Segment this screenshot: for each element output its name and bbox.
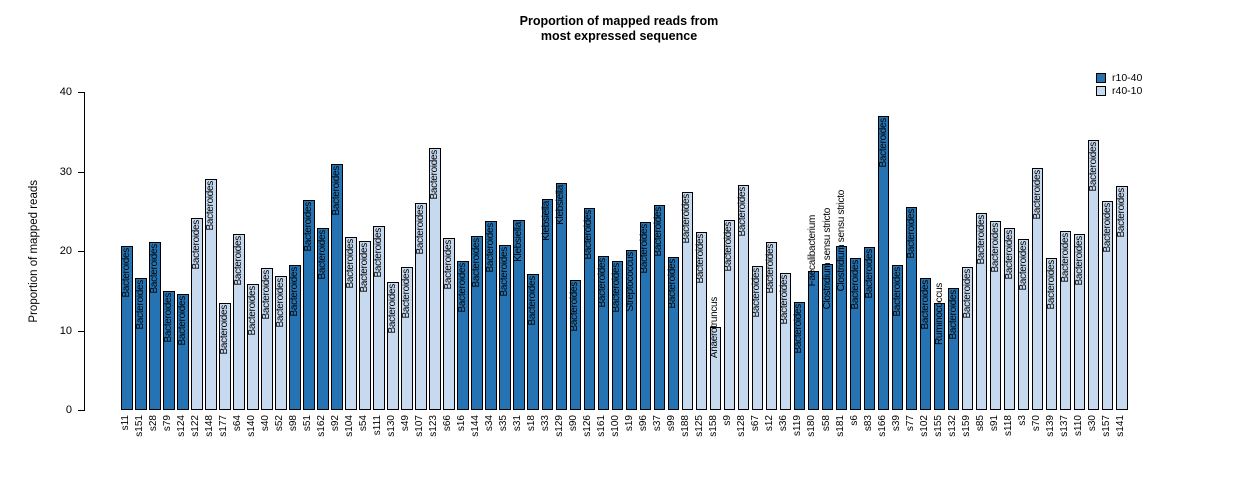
x-tick-label-s19: s19	[624, 415, 636, 432]
legend-item-r10-40	[1096, 71, 1142, 84]
x-tick-label-s49: s49	[400, 415, 412, 432]
x-tick-label-s12: s12	[764, 415, 776, 432]
x-tick-label-s148: s148	[204, 415, 216, 437]
x-tick-label-s104: s104	[344, 415, 356, 437]
x-tick-label-s52: s52	[274, 415, 286, 432]
legend-swatch-light	[1096, 86, 1106, 96]
taxon-label-s144: Bacteroides	[471, 237, 483, 288]
taxon-label-s118: Bacteroides	[1003, 229, 1015, 280]
x-tick-label-s118: s118	[1002, 415, 1014, 436]
x-tick-label-s96: s96	[638, 415, 650, 432]
x-tick-label-s34: s34	[484, 415, 496, 432]
taxon-label-s180: Faecalibacterium	[807, 214, 819, 287]
legend-swatch-dark	[1096, 73, 1106, 83]
y-axis-line	[84, 92, 85, 411]
taxon-label-s132: Bacteroides	[947, 289, 959, 340]
chart-title-line2: most expressed sequence	[540, 29, 698, 43]
x-tick-label-s125: s125	[694, 415, 706, 437]
x-tick-label-s79: s79	[162, 415, 174, 432]
taxon-label-s90: Bacteroides	[569, 281, 581, 332]
x-tick-label-s177: s177	[218, 415, 230, 437]
x-tick-label-s155: s155	[932, 415, 944, 437]
x-tick-label-s140: s140	[246, 415, 258, 437]
y-tick-label: 40	[59, 86, 72, 98]
taxon-label-s39: Bacteroides	[891, 267, 903, 317]
x-tick-label-s161: s161	[596, 415, 608, 437]
x-tick-label-s77: s77	[904, 415, 916, 432]
x-tick-label-s128: s128	[736, 415, 748, 437]
taxon-label-s35: Bacteroides	[499, 247, 511, 297]
x-tick-label-s151: s151	[134, 415, 145, 437]
taxon-label-s158: Anaerotruncus	[709, 297, 721, 359]
x-tick-label-s66: s66	[442, 415, 454, 432]
taxon-label-s91: Bacteroides	[989, 222, 1001, 273]
taxon-label-s19: Streptococcus	[625, 252, 637, 312]
x-tick-label-s70: s70	[1030, 415, 1042, 432]
taxon-label-s129: Klebsiella	[555, 184, 567, 225]
x-tick-label-s107: s107	[414, 415, 426, 437]
taxon-label-s52: Bacteroides	[275, 277, 287, 328]
x-tick-label-s111: s111	[372, 415, 384, 436]
taxon-label-s128: Bacteroides	[737, 187, 749, 237]
x-tick-label-s188: s188	[680, 415, 692, 437]
taxon-label-s40: Bacteroides	[261, 269, 273, 320]
x-tick-label-s90: s90	[568, 415, 580, 432]
taxon-label-s85: Bacteroides	[975, 214, 987, 265]
x-tick-label-s102: s102	[918, 415, 930, 437]
x-tick-label-s51: s51	[302, 415, 314, 432]
taxon-label-s139: Bacteroides	[1045, 260, 1057, 310]
taxon-label-s66: Bacteroides	[443, 240, 455, 290]
taxon-label-s77: Bacteroides	[905, 209, 917, 259]
y-tick	[78, 251, 84, 252]
taxon-label-s151: Bacteroides	[135, 280, 146, 330]
legend-label: r10-40	[1112, 71, 1143, 84]
taxon-label-s9: Bacteroides	[723, 221, 735, 272]
taxon-label-s123: Bacteroides	[429, 150, 441, 200]
x-tick-label-s162: s162	[316, 415, 328, 437]
y-tick	[78, 172, 84, 173]
x-tick-label-s122: s122	[190, 415, 202, 437]
taxon-label-s3: Bacteroides	[1017, 241, 1029, 291]
x-tick-label-s58: s58	[820, 415, 832, 432]
y-tick	[78, 410, 84, 411]
x-tick-label-s92: s92	[330, 415, 342, 432]
x-tick-label-s166: s166	[876, 415, 888, 437]
taxon-label-s16: Bacteroides	[457, 263, 469, 313]
x-tick-label-s129: s129	[554, 415, 566, 437]
x-tick-label-s100: s100	[610, 415, 622, 437]
taxon-label-s126: Bacteroides	[583, 210, 595, 260]
y-tick-label: 0	[65, 404, 72, 416]
taxon-label-s11: Bacteroides	[121, 248, 132, 298]
x-tick-label-s119: s119	[792, 415, 804, 436]
taxon-label-s157: Bacteroides	[1101, 202, 1113, 253]
taxon-label-s177: Bacteroides	[219, 305, 231, 355]
taxon-label-s31: Klebsiella	[513, 221, 525, 262]
x-tick-label-s31: s31	[512, 415, 524, 432]
x-tick-label-s16: s16	[456, 415, 468, 432]
taxon-label-s70: Bacteroides	[1031, 169, 1043, 220]
taxon-label-s119: Bacteroides	[793, 303, 805, 354]
x-tick-label-s124: s124	[176, 415, 188, 437]
x-tick-label-s110: s110	[1072, 415, 1084, 436]
taxon-label-s51: Bacteroides	[303, 202, 315, 252]
taxon-label-s79: Bacteroides	[163, 292, 175, 343]
y-tick	[78, 331, 84, 332]
x-tick-label-s98: s98	[288, 415, 300, 432]
taxon-label-s161: Bacteroides	[597, 257, 609, 308]
taxon-label-s58: Clostridium sensu stricto	[821, 207, 833, 310]
taxon-label-s111: Bacteroides	[373, 228, 385, 278]
x-tick-label-s181: s181	[834, 415, 846, 437]
x-tick-label-s132: s132	[946, 415, 958, 437]
legend-label: r40-10	[1112, 84, 1143, 97]
taxon-label-s34: Bacteroides	[485, 222, 497, 273]
x-tick-label-s40: s40	[260, 415, 272, 432]
taxon-label-s140: Bacteroides	[247, 285, 259, 336]
x-tick-label-s158: s158	[708, 415, 720, 437]
taxon-label-s28: Bacteroides	[149, 244, 161, 294]
taxon-label-s102: Bacteroides	[919, 280, 931, 330]
x-tick-label-s85: s85	[974, 415, 986, 432]
taxon-label-s188: Bacteroides	[681, 194, 693, 244]
taxon-label-s130: Bacteroides	[387, 284, 399, 334]
x-tick-label-s137: s137	[1058, 415, 1070, 437]
taxon-label-s137: Bacteroides	[1059, 233, 1071, 283]
taxon-label-s54: Bacteroides	[359, 242, 371, 293]
taxon-label-s96: Bacteroides	[639, 223, 651, 274]
chart-title-line1: Proportion of mapped reads from	[519, 14, 719, 28]
x-tick-label-s141: s141	[1114, 415, 1126, 437]
taxon-label-s18: Bacteroides	[527, 276, 539, 326]
taxon-label-s99: Bacteroides	[667, 259, 679, 309]
taxon-label-s64: Bacteroides	[233, 235, 245, 286]
taxon-label-s181: Clostridium sensu stricto	[835, 190, 847, 292]
taxon-label-s33: Klebsiella	[541, 200, 553, 241]
taxon-label-s107: Bacteroides	[415, 204, 427, 255]
taxon-label-s49: Bacteroides	[401, 268, 413, 319]
taxon-label-s155: Ruminococcus	[933, 283, 945, 346]
taxon-label-s141: Bacteroides	[1115, 187, 1127, 238]
y-tick-label: 30	[59, 165, 72, 178]
x-tick-label-s28: s28	[148, 415, 160, 432]
x-tick-label-s39: s39	[890, 415, 902, 432]
taxon-label-s36: Bacteroides	[779, 275, 791, 325]
x-tick-label-s9: s9	[722, 415, 734, 426]
legend	[1096, 71, 1142, 97]
y-tick	[78, 92, 84, 93]
x-tick-label-s18: s18	[526, 415, 538, 432]
legend-item-r40-10	[1096, 84, 1142, 97]
taxon-label-s12: Bacteroides	[765, 244, 777, 294]
taxon-label-s166: Bacteroides	[877, 117, 889, 168]
y-tick-label: 20	[59, 245, 72, 257]
x-tick-label-s33: s33	[540, 415, 552, 432]
taxon-label-s30: Bacteroides	[1087, 141, 1099, 192]
taxon-label-s124: Bacteroides	[177, 295, 189, 346]
taxon-label-s92: Bacteroides	[331, 166, 343, 216]
x-tick-label-s157: s157	[1100, 415, 1112, 437]
x-tick-label-s83: s83	[862, 415, 874, 432]
x-tick-label-s11: s11	[120, 415, 131, 431]
x-tick-label-s54: s54	[358, 415, 370, 432]
x-tick-label-s67: s67	[750, 415, 762, 432]
taxon-label-s122: Bacteroides	[191, 220, 203, 270]
taxon-label-s98: Bacteroides	[289, 267, 301, 317]
x-tick-label-s37: s37	[652, 415, 664, 432]
taxon-label-s148: Bacteroides	[205, 180, 217, 231]
x-tick-label-s6: s6	[848, 415, 860, 426]
x-tick-label-s99: s99	[666, 415, 678, 432]
taxon-label-s125: Bacteroides	[695, 233, 707, 284]
taxon-label-s162: Bacteroides	[317, 229, 329, 280]
y-axis-title: Proportion of mapped reads	[28, 179, 40, 323]
x-tick-label-s123: s123	[428, 415, 440, 437]
x-tick-label-s130: s130	[386, 415, 398, 437]
x-tick-label-s3: s3	[1016, 415, 1028, 426]
taxon-label-s110: Bacteroides	[1073, 235, 1085, 286]
taxon-label-s159: Bacteroides	[961, 268, 973, 319]
x-tick-label-s126: s126	[582, 415, 594, 437]
x-tick-label-s144: s144	[470, 415, 482, 437]
taxon-label-s100: Bacteroides	[611, 263, 623, 313]
taxon-label-s6: Bacteroides	[849, 260, 861, 310]
taxon-label-s67: Bacteroides	[751, 268, 763, 318]
x-tick-label-s36: s36	[778, 415, 790, 432]
x-tick-label-s180: s180	[806, 415, 818, 437]
x-tick-label-s139: s139	[1044, 415, 1056, 437]
x-tick-label-s64: s64	[232, 415, 244, 432]
taxon-label-s104: Bacteroides	[345, 239, 357, 289]
x-tick-label-s91: s91	[988, 415, 1000, 432]
y-tick-label: 10	[59, 324, 72, 337]
taxon-label-s83: Bacteroides	[863, 249, 875, 299]
y-axis-title-wrap	[28, 92, 40, 410]
bar-s180	[808, 271, 820, 410]
x-tick-label-s30: s30	[1086, 415, 1098, 432]
x-tick-label-s159: s159	[960, 415, 972, 437]
taxon-label-s37: Bacteroides	[653, 206, 665, 257]
x-tick-label-s35: s35	[498, 415, 510, 432]
